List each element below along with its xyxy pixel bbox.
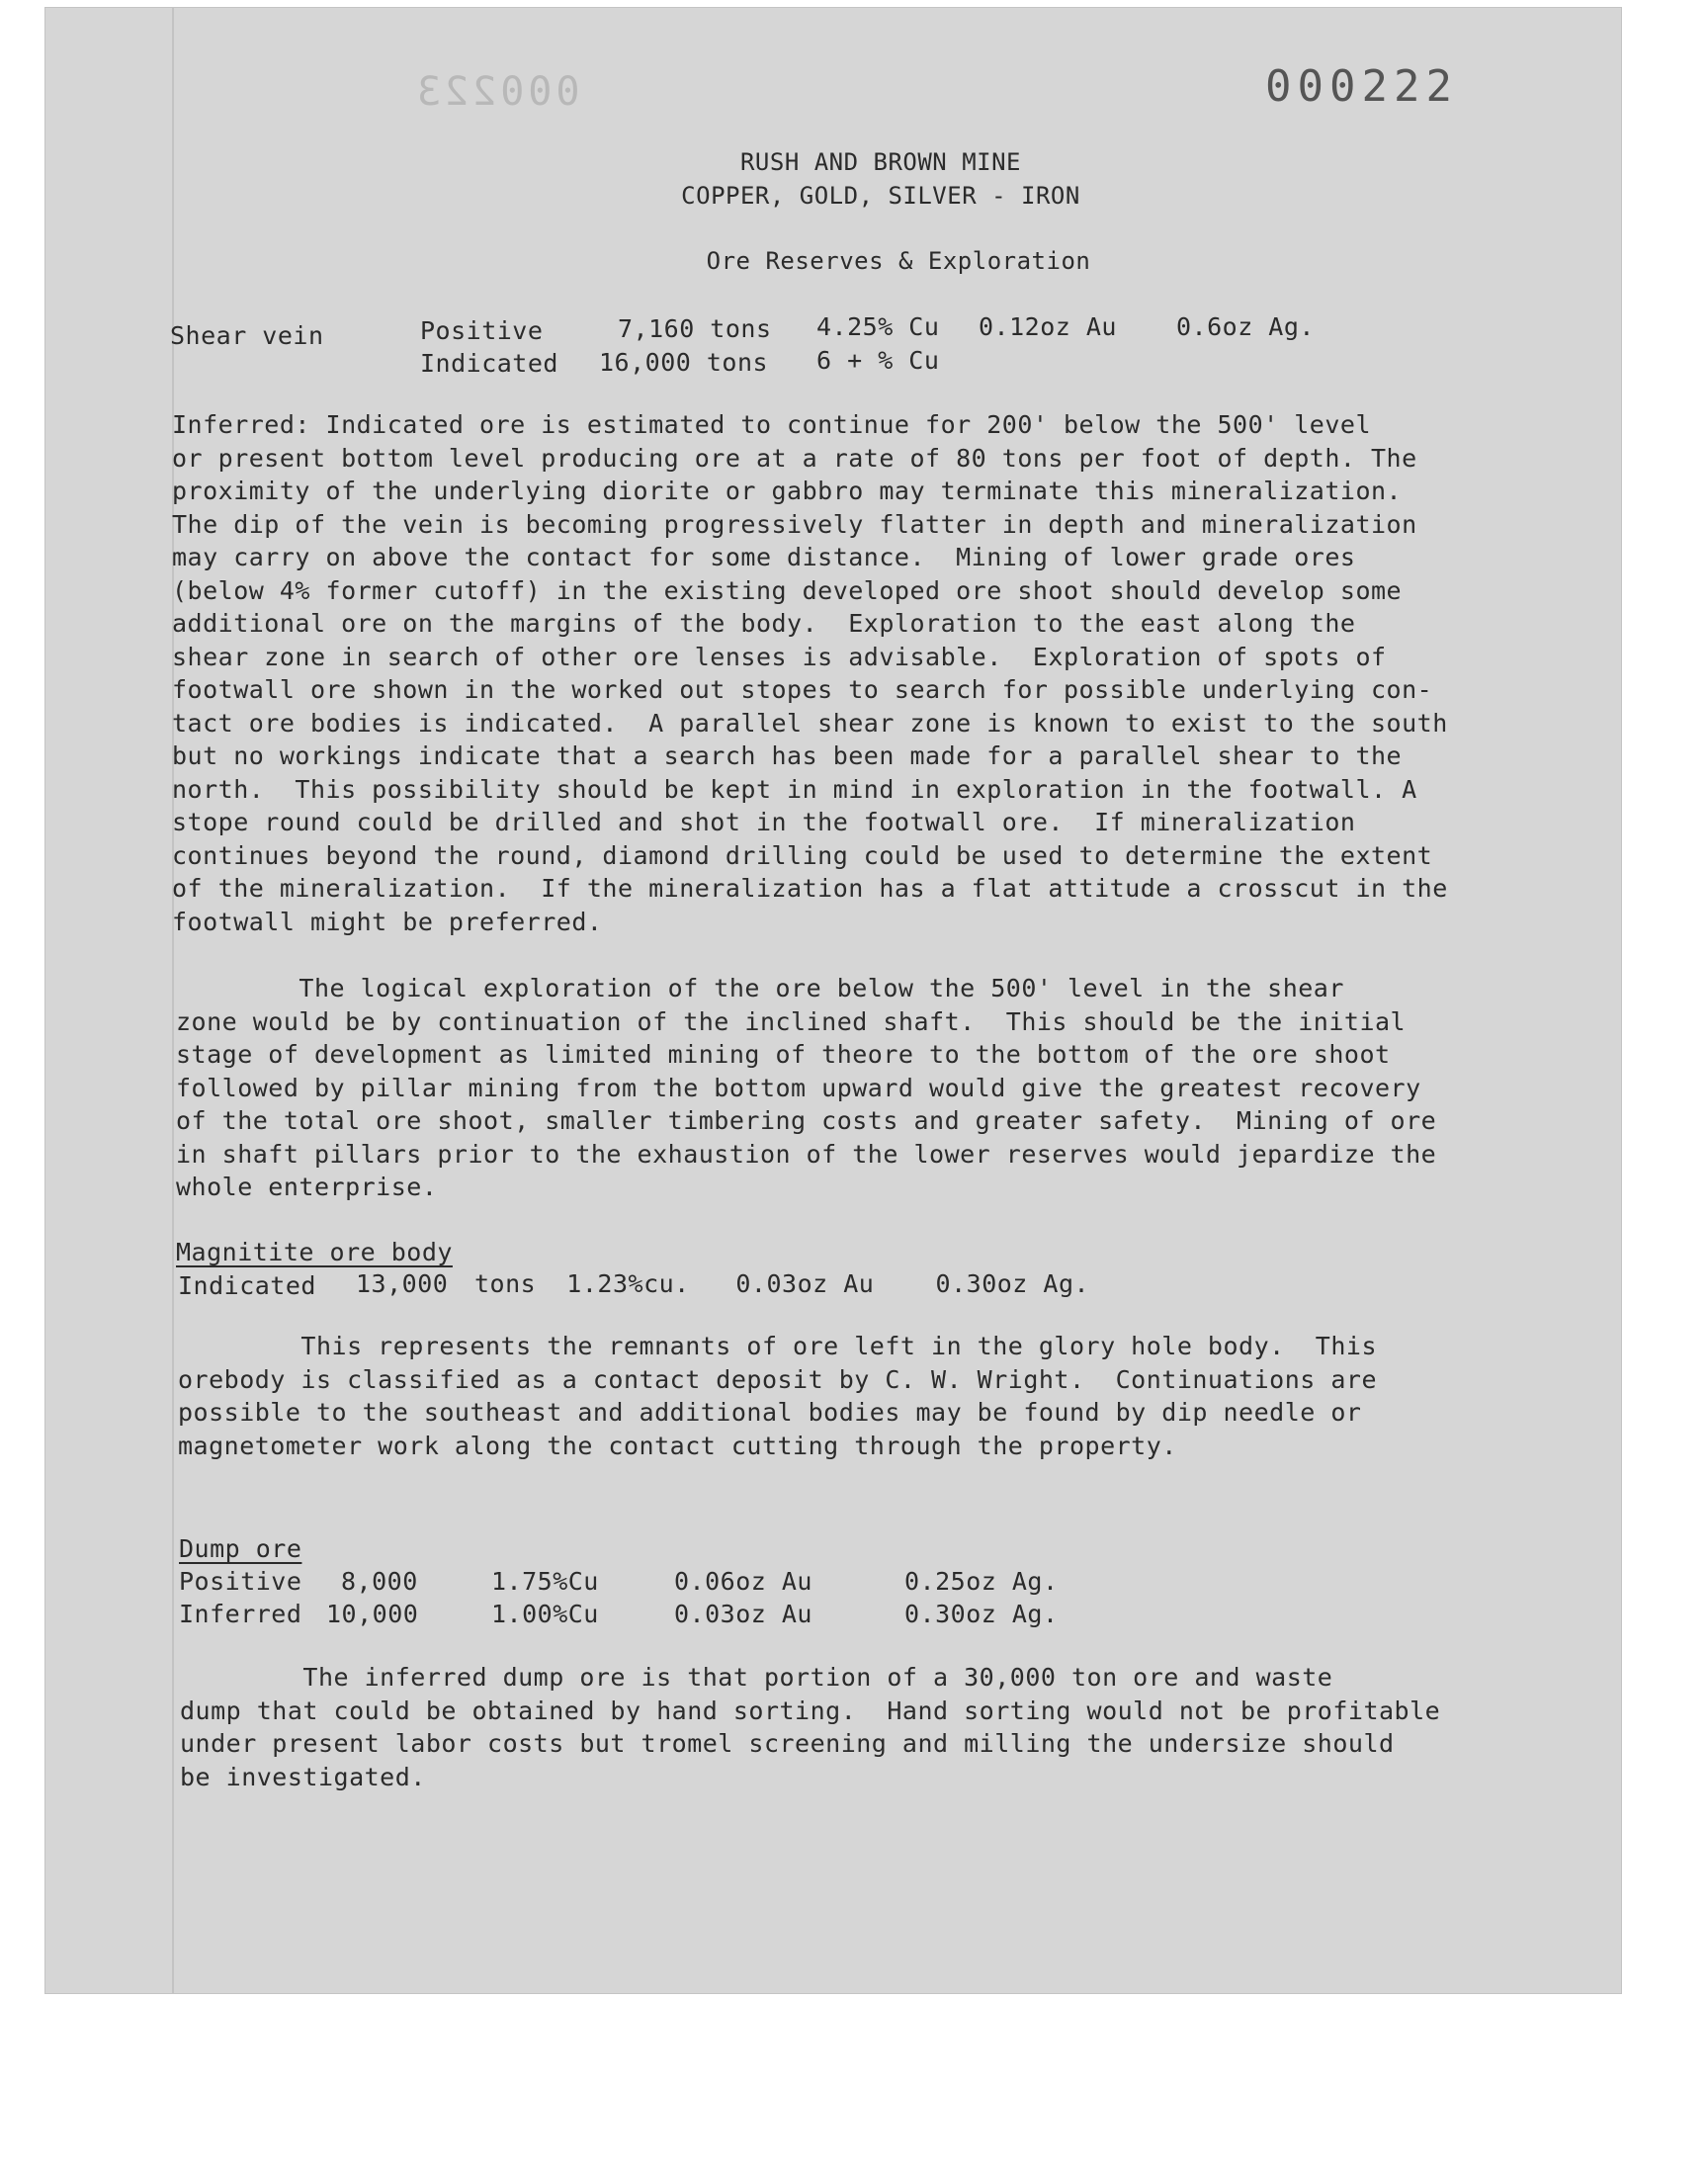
- shear-row-cu: 4.25% Cu: [816, 312, 940, 341]
- dump-row-au: 0.03oz Au: [674, 1600, 812, 1628]
- text-line: of the mineralization. If the mineralization has a flat attitude a crosscut in the: [172, 874, 1448, 903]
- magnitite-grades: tons 1.23%cu. 0.03oz Au 0.30oz Ag.: [474, 1269, 1090, 1298]
- dump-row-tons: 8,000: [341, 1567, 418, 1596]
- bleed-through-number: 000223: [413, 69, 580, 115]
- shear-row-au: 0.12oz Au: [979, 312, 1117, 341]
- text-line: footwall ore shown in the worked out stopes to search for possible underlying con-: [172, 675, 1433, 704]
- text-line: The dip of the vein is becoming progressively flatter in depth and mineralization: [172, 509, 1417, 539]
- text-line: footwall might be preferred.: [172, 907, 603, 936]
- text-line: in shaft pillars prior to the exhaustion of the lower reserves would jepardize the: [176, 1139, 1437, 1169]
- scan-margin: [0, 2007, 1708, 2175]
- dump-row-class: Positive: [179, 1567, 302, 1596]
- paragraph-logical-exploration: [176, 972, 1560, 1204]
- dump-row-ag: 0.30oz Ag.: [904, 1600, 1059, 1628]
- text-line: orebody is classified as a contact deposit by C. W. Wright. Continuations are: [178, 1364, 1377, 1394]
- text-line: stage of development as limited mining of theore to the bottom of the ore shoot: [176, 1040, 1391, 1069]
- shear-vein-label: Shear vein: [170, 321, 324, 350]
- text-line: continues beyond the round, diamond drilling could be used to determine the extent: [172, 840, 1433, 870]
- dump-row-class: Inferred: [179, 1600, 302, 1628]
- paragraph-remnants: [178, 1330, 1562, 1462]
- magnitite-row-label: Indicated: [178, 1271, 316, 1300]
- text-line: additional ore on the margins of the body. Exploration to the east along the: [172, 609, 1356, 638]
- dump-heading: Dump ore: [179, 1534, 302, 1563]
- text-line: whole enterprise.: [176, 1173, 438, 1201]
- shear-row-ag: 0.6oz Ag.: [1176, 312, 1315, 341]
- text-line: be investigated.: [180, 1762, 426, 1791]
- text-line: zone would be by continuation of the inclined shaft. This should be the initial: [176, 1006, 1407, 1036]
- text-line: of the total ore shoot, smaller timbering costs and greater safety. Mining of ore: [176, 1106, 1437, 1135]
- shear-row-tons: 7,160 tons: [618, 314, 772, 343]
- dump-row-au: 0.06oz Au: [674, 1567, 812, 1596]
- text-line: but no workings indicate that a search has been made for a parallel shear to the: [172, 741, 1403, 770]
- text-line: dump that could be obtained by hand sorting. Hand sorting would not be profitable: [180, 1696, 1441, 1725]
- shear-row-cu: 6 + % Cu: [816, 346, 940, 375]
- dump-row-cu: 1.00%Cu: [491, 1600, 599, 1628]
- shear-row-tons: 16,000 tons: [599, 348, 769, 377]
- paragraph-inferred: [172, 408, 1556, 938]
- text-line: possible to the southeast and additional bodies may be found by dip needle or: [178, 1398, 1362, 1427]
- dump-row-tons: 10,000: [326, 1600, 419, 1628]
- text-line: The logical exploration of the ore below the 500' level in the shear: [176, 974, 1344, 1002]
- text-line: under present labor costs but tromel screening and milling the undersize should: [180, 1729, 1395, 1758]
- text-line: Inferred: Indicated ore is estimated to continue for 200' below the 500' level: [172, 410, 1371, 439]
- shear-row-class: Positive: [420, 316, 544, 345]
- text-line: north. This possibility should be kept in mind in exploration in the footwall. A: [172, 774, 1417, 804]
- text-line: tact ore bodies is indicated. A parallel shear zone is known to exist to the south: [172, 708, 1448, 738]
- shear-row-class: Indicated: [420, 349, 558, 378]
- paragraph-dump: [180, 1661, 1564, 1793]
- dump-row-ag: 0.25oz Ag.: [904, 1567, 1059, 1596]
- magnitite-tons: 13,000: [356, 1269, 449, 1298]
- text-line: magnetometer work along the contact cutting through the property.: [178, 1431, 1177, 1460]
- text-line: stope round could be drilled and shot in the footwall ore. If mineralization: [172, 808, 1356, 836]
- title-mine-name: RUSH AND BROWN MINE: [739, 148, 1022, 176]
- text-line: This represents the remnants of ore left in the glory hole body. This: [178, 1332, 1377, 1360]
- text-line: The inferred dump ore is that portion of a 30,000 ton ore and waste: [180, 1663, 1333, 1692]
- text-line: may carry on above the contact for some distance. Mining of lower grade ores: [172, 543, 1356, 571]
- text-line: (below 4% former cutoff) in the existing developed ore shoot should develop some: [172, 575, 1403, 605]
- magnitite-heading: Magnitite ore body: [176, 1238, 453, 1266]
- title-commodities: COPPER, GOLD, SILVER - IRON: [681, 182, 1080, 210]
- text-line: shear zone in search of other ore lenses is advisable. Exploration of spots of: [172, 642, 1387, 671]
- dump-row-cu: 1.75%Cu: [491, 1567, 599, 1596]
- section-subtitle: Ore Reserves & Exploration: [706, 247, 1091, 275]
- text-line: or present bottom level producing ore at a rate of 80 tons per foot of depth. The: [172, 443, 1417, 473]
- document-number: 000222: [1265, 61, 1458, 112]
- text-line: proximity of the underlying diorite or gabbro may terminate this mineralization.: [172, 477, 1403, 505]
- text-line: followed by pillar mining from the bottom upward would give the greatest recovery: [176, 1073, 1421, 1102]
